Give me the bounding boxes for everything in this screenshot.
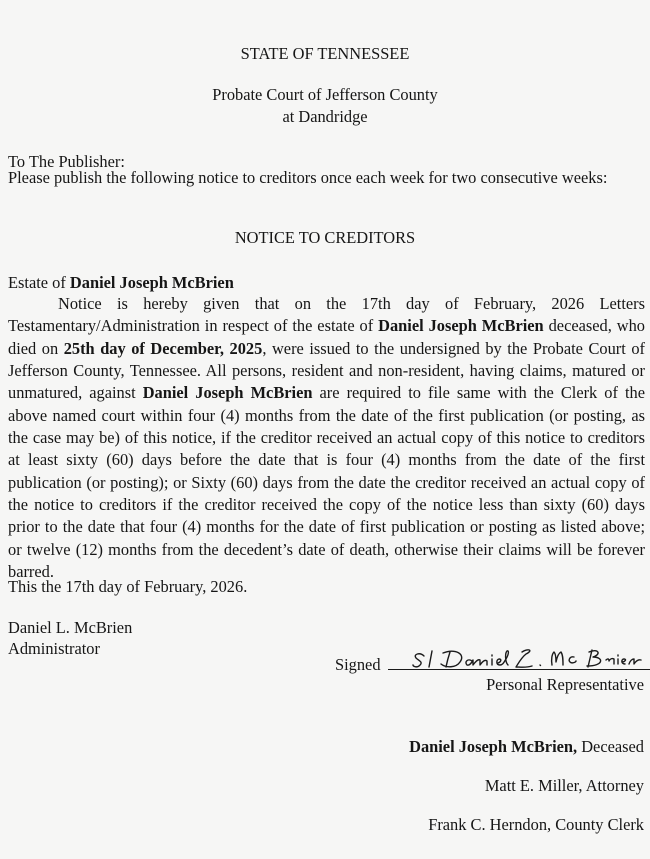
- body-decedent-name-1: Daniel Joseph McBrien: [378, 316, 544, 336]
- notice-body: [8, 293, 645, 583]
- publisher-salutation: To The Publisher:: [8, 152, 125, 171]
- estate-prefix: Estate of: [8, 273, 66, 292]
- dated-line: This the 17th day of February, 2026.: [8, 577, 248, 596]
- body-part-4: are required to file same with the Clerk of the above named court within four (4) months from the date of the first publication (or posting, as the case may be) of this notice, if the creditor received an actual copy of this notice to creditors at least sixty (60) days before the date that is four (4) months from the date of the first publication (or posting); or Sixty (60) days from the date the creditor received an actual copy of the notice to creditors if the creditor received the copy of the notice less than sixty (60) days prior to the date that four (4) months for the date of first publication or posting as listed above; or twelve (12) months from the decedent’s date of death, otherwise their claims will be forever barred.: [8, 383, 645, 582]
- state-heading: STATE OF TENNESSEE: [240, 44, 410, 63]
- deceased-label: Deceased: [577, 737, 644, 756]
- notice-heading: NOTICE TO CREDITORS: [234, 228, 416, 247]
- county-clerk-line: Frank C. Herndon, County Clerk: [428, 815, 644, 834]
- deceased-line: [409, 736, 644, 758]
- body-death-date: 25th day of December, 2025: [63, 338, 263, 358]
- decedent-name: Daniel Joseph McBrien: [69, 273, 234, 292]
- court-location: at Dandridge: [282, 107, 368, 126]
- administrator-title: Administrator: [8, 639, 100, 658]
- signed-label: Signed: [335, 655, 381, 674]
- body-part-1: Notice is hereby given that on the 17th day of February, 2026 Letters Testamentary/Administration in respect of the estate of: [8, 294, 645, 336]
- body-part-2: deceased, who died on: [8, 316, 646, 358]
- signature-line: [388, 669, 650, 670]
- administrator-name: Daniel L. McBrien: [8, 618, 133, 637]
- signer-role: Personal Representative: [486, 675, 644, 694]
- publisher-instruction: Please publish the following notice to creditors once each week for two consecutive weeks:: [8, 168, 608, 187]
- estate-line: [8, 272, 234, 294]
- footer-decedent-name: Daniel Joseph McBrien,: [409, 737, 578, 756]
- body-part-3: , were issued to the undersigned by the Probate Court of Jefferson County, Tennessee. All persons, resident and non-resident, having claims, matured or unmatured, against: [8, 338, 645, 403]
- court-name: Probate Court of Jefferson County: [212, 85, 438, 104]
- body-decedent-name-2: Daniel Joseph McBrien: [142, 383, 313, 403]
- attorney-line: Matt E. Miller, Attorney: [484, 776, 644, 795]
